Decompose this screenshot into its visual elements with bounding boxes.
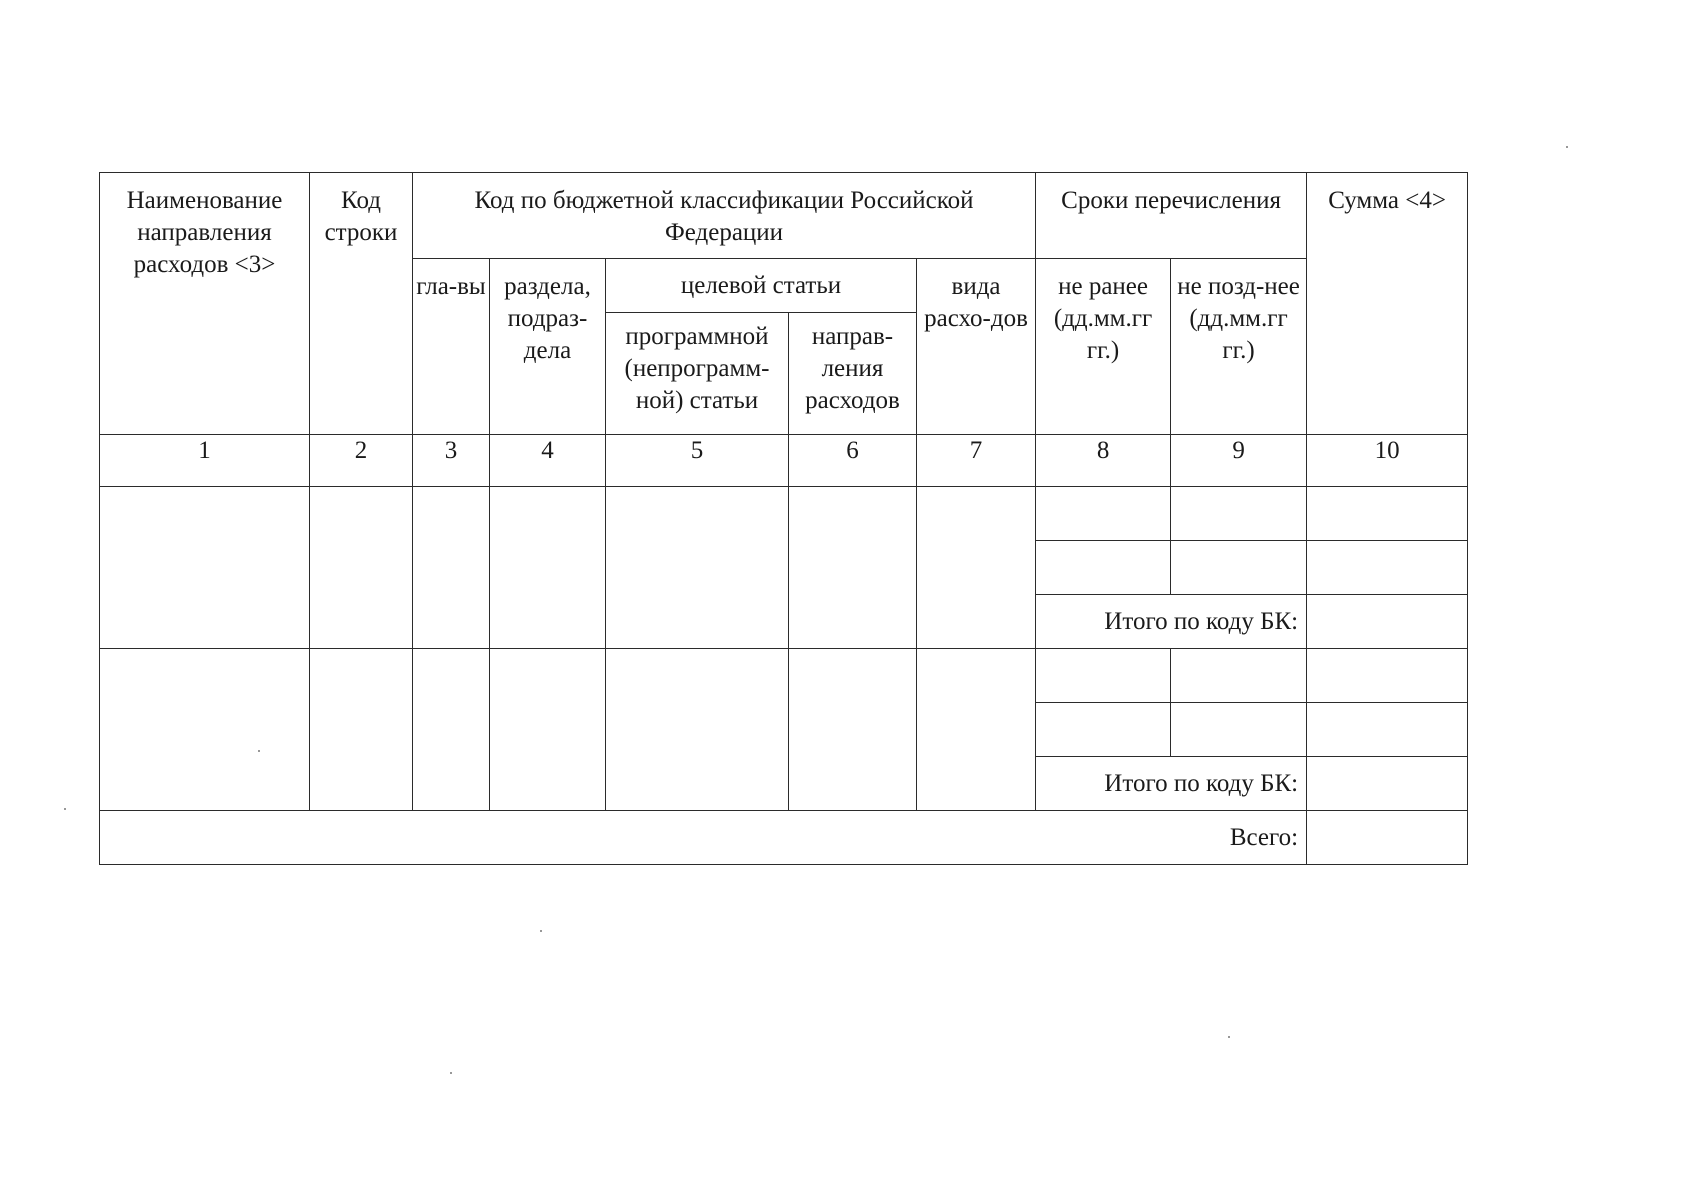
cell-not-later[interactable] (1171, 649, 1307, 703)
scan-speck (1228, 1036, 1230, 1038)
header-sum: Сумма <4> (1307, 173, 1468, 435)
header-not-earlier: не ранее (дд.мм.гг гг.) (1036, 259, 1171, 435)
header-transfer-terms: Сроки перечисления (1036, 173, 1307, 259)
cell-program-article[interactable] (606, 649, 789, 811)
subtotal-label: Итого по коду БК: (1036, 757, 1307, 811)
cell-not-earlier[interactable] (1036, 703, 1171, 757)
cell-not-earlier[interactable] (1036, 487, 1171, 541)
header-program-article: программной (непрограмм-ной) статьи (606, 313, 789, 435)
cell-section[interactable] (490, 649, 606, 811)
column-number: 6 (789, 435, 917, 487)
cell-program-article[interactable] (606, 487, 789, 649)
cell-not-earlier[interactable] (1036, 649, 1171, 703)
header-section: раздела, подраз-дела (490, 259, 606, 435)
cell-sum[interactable] (1307, 649, 1468, 703)
header-target-article: целевой статьи (606, 259, 917, 313)
cell-sum[interactable] (1307, 703, 1468, 757)
subtotal-label: Итого по коду БК: (1036, 595, 1307, 649)
table-row (100, 487, 1468, 541)
column-number-row (100, 435, 1468, 487)
column-number: 4 (490, 435, 606, 487)
cell-subtotal-sum[interactable] (1307, 757, 1468, 811)
scan-speck (540, 930, 542, 932)
cell-sum[interactable] (1307, 487, 1468, 541)
cell-chapter[interactable] (413, 487, 490, 649)
column-number: 2 (310, 435, 413, 487)
header-row-code: Код строки (310, 173, 413, 435)
cell-expense-name[interactable] (100, 487, 310, 649)
expenditure-form-table (99, 172, 1468, 865)
cell-not-later[interactable] (1171, 487, 1307, 541)
table-row (100, 649, 1468, 703)
column-number: 8 (1036, 435, 1171, 487)
header-budget-classification: Код по бюджетной классификации Российской Федерации (413, 173, 1036, 259)
header-not-later: не позд-нее (дд.мм.гг гг.) (1171, 259, 1307, 435)
cell-not-later[interactable] (1171, 541, 1307, 595)
column-number: 1 (100, 435, 310, 487)
column-number: 7 (917, 435, 1036, 487)
cell-expense-type[interactable] (917, 487, 1036, 649)
cell-subtotal-sum[interactable] (1307, 595, 1468, 649)
cell-grand-total-sum[interactable] (1307, 811, 1468, 865)
cell-expense-direction[interactable] (789, 649, 917, 811)
cell-not-earlier[interactable] (1036, 541, 1171, 595)
column-number: 10 (1307, 435, 1468, 487)
header-expense-direction: направ-ления расходов (789, 313, 917, 435)
cell-row-code[interactable] (310, 649, 413, 811)
header-expense-name: Наименование направления расходов <3> (100, 173, 310, 435)
column-number: 9 (1171, 435, 1307, 487)
header-chapter: гла-вы (413, 259, 490, 435)
cell-not-later[interactable] (1171, 703, 1307, 757)
column-number: 3 (413, 435, 490, 487)
cell-section[interactable] (490, 487, 606, 649)
cell-expense-name[interactable] (100, 649, 310, 811)
header-expense-type: вида расхо-дов (917, 259, 1036, 435)
grand-total-row (100, 811, 1468, 865)
cell-row-code[interactable] (310, 487, 413, 649)
scan-speck (450, 1072, 452, 1074)
scan-speck (64, 808, 66, 810)
column-number: 5 (606, 435, 789, 487)
grand-total-label: Всего: (100, 811, 1307, 865)
cell-chapter[interactable] (413, 649, 490, 811)
cell-expense-type[interactable] (917, 649, 1036, 811)
header-row-1 (100, 173, 1468, 259)
cell-sum[interactable] (1307, 541, 1468, 595)
scan-speck (1566, 146, 1568, 148)
cell-expense-direction[interactable] (789, 487, 917, 649)
scan-speck (258, 750, 260, 752)
